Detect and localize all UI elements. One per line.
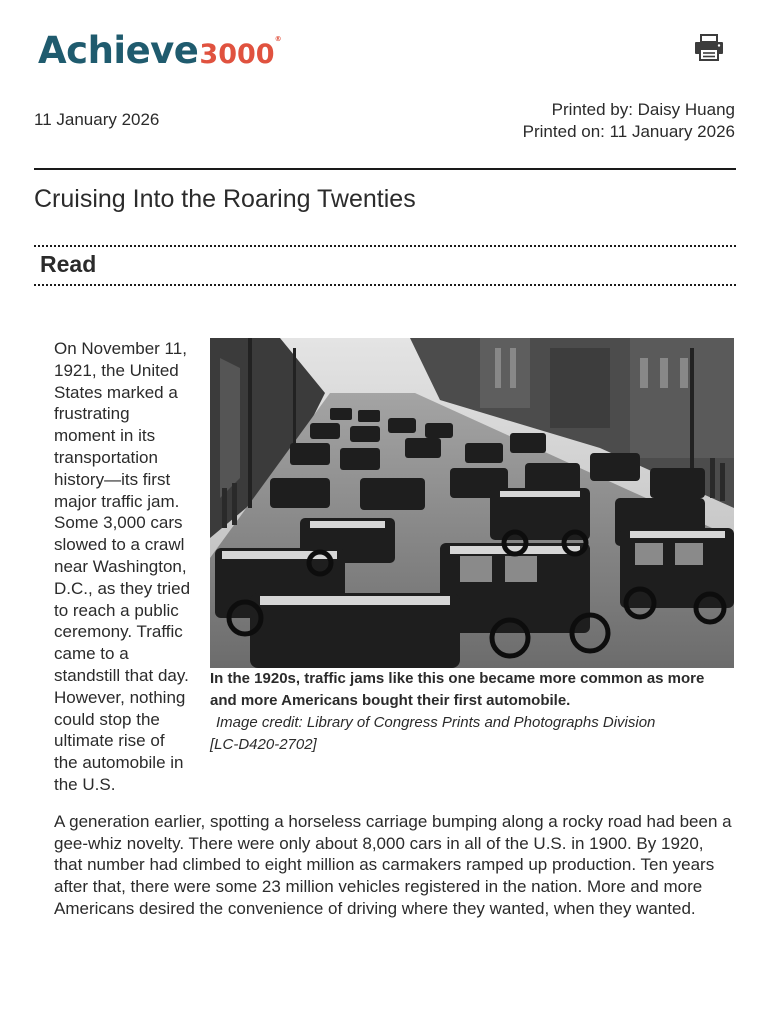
article-figure (210, 338, 734, 756)
article-paragraph-2: A generation earlier, spotting a horseless carriage bumping along a rocky road had been a gee-whiz novelty. There were only about 8,000 cars in all of the U.S. in 1900. By 1920, that number had climbed to eight million as carmakers ramped up production. Ten years after that, there were some 23 million vehicles registered in the nation. More and more Americans desired the convenience of driving where they wanted, when they wanted. (54, 811, 732, 918)
document-date: 11 January 2026 (34, 110, 160, 129)
printed-by: Printed by: Daisy Huang (551, 100, 735, 119)
logo-number: 3000 (199, 39, 275, 70)
logo-registered-mark: ® (274, 35, 282, 43)
achieve3000-logo (38, 29, 282, 72)
printed-on: Printed on: 11 January 2026 (522, 122, 735, 141)
article-body (54, 338, 734, 935)
section-heading: Read (40, 251, 97, 277)
traffic-jam-photo (210, 338, 734, 668)
article-paragraph-1: On November 11, 1921, the United States marked a frustrating moment in its transportation history—its first major traffic jam. Some 3,000 cars slowed to a crawl near Washington, D.C., as they tried to reach a public ceremony. Traffic came to a standstill that day. However, nothing could stop the ultimate rise of the automobile in the U.S. (54, 339, 191, 794)
logo-wordmark: Achieve (38, 29, 199, 72)
print-button[interactable] (692, 34, 726, 62)
figure-credit: Image credit: Library of Congress Prints and Photographs Division (216, 714, 656, 731)
section-divider-bottom (34, 284, 736, 286)
article-title: Cruising Into the Roaring Twenties (34, 185, 416, 213)
section-divider-top (34, 245, 736, 247)
printer-icon (692, 34, 726, 62)
figure-credit-id: [LC-D420-2702] (210, 736, 317, 753)
header-divider (34, 168, 736, 170)
print-info (523, 99, 735, 143)
figure-caption: In the 1920s, traffic jams like this one became more common as more and more Americans bought their first automobile. (210, 670, 705, 709)
